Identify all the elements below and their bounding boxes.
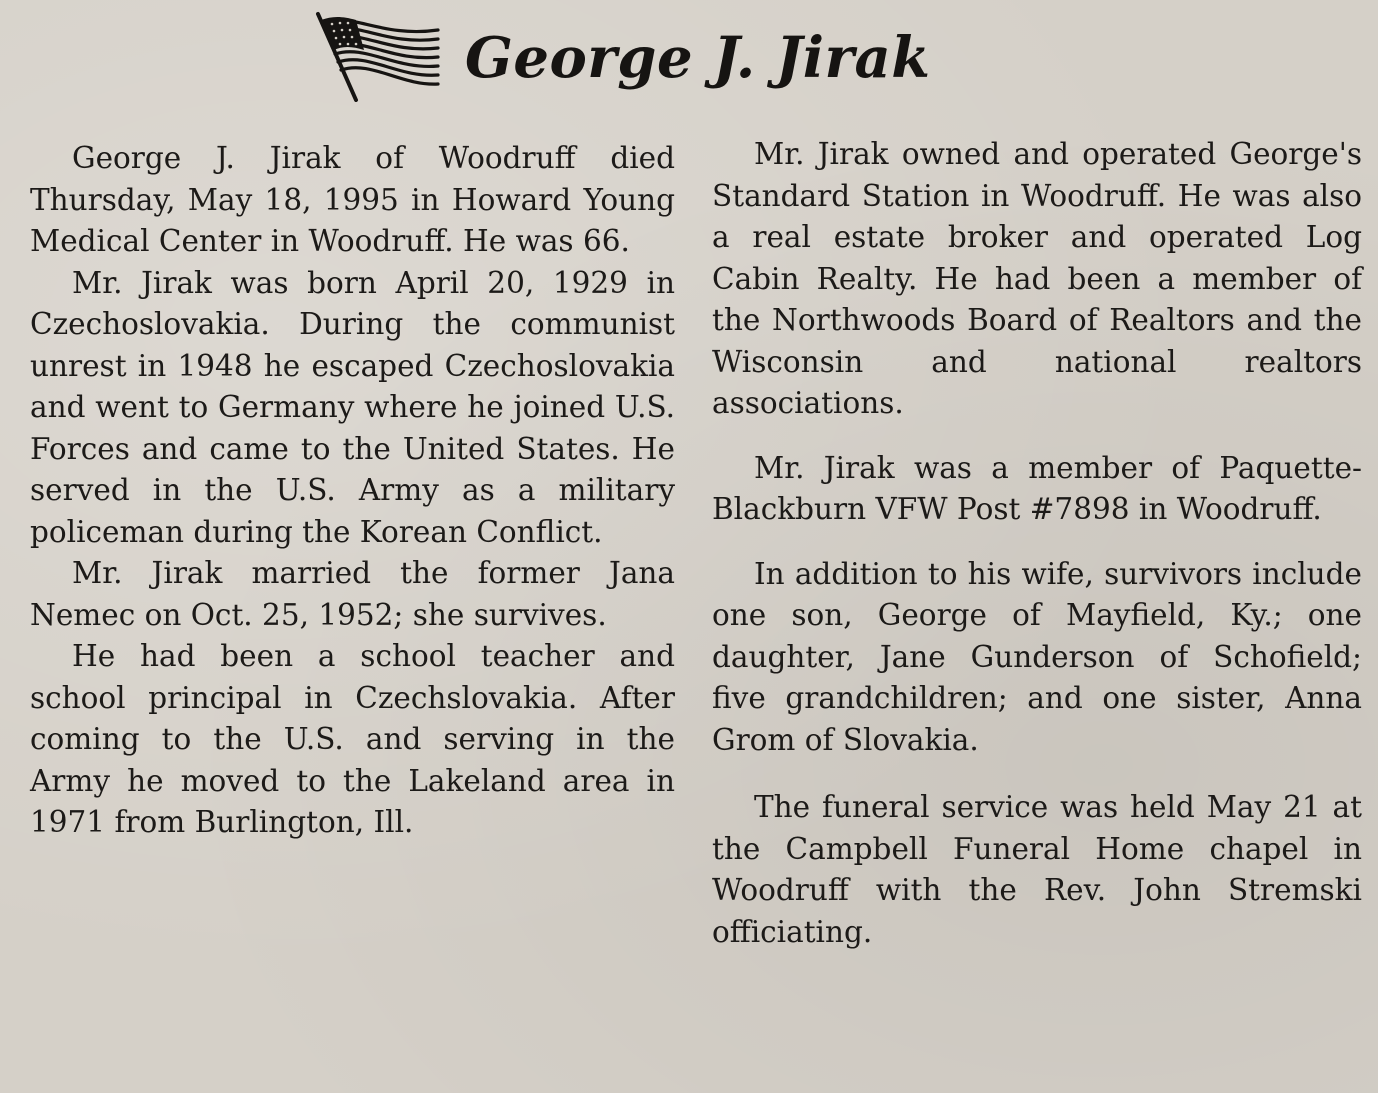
right-column <box>712 134 1362 953</box>
american-flag-icon <box>312 10 442 102</box>
paragraph-vfw: Mr. Jirak was a member of Paquette-Blackburn VFW Post #7898 in Woodruff. <box>712 450 1362 526</box>
left-column <box>30 138 675 844</box>
obituary-header <box>0 0 1378 120</box>
paragraph-career-teacher: He had been a school teacher and school principal in Czechslovakia. After coming to the U.S. and serving in the Army he moved to the Lakeland area in 1971 from Burlington, Ill. <box>30 639 675 839</box>
paragraph-funeral: The funeral service was held May 21 at the Campbell Funeral Home chapel in Woodruff with the Rev. John Stremski officiating. <box>712 790 1362 949</box>
paragraph-early-life: Mr. Jirak was born April 20, 1929 in Czechoslovakia. During the communist unrest in 1948 he escaped Czechoslovakia and went to Germany where he joined U.S. Forces and came to the United States. He served in the U.S. Army as a military policeman during the Korean Conflict. <box>30 265 675 549</box>
paragraph-business: Mr. Jirak owned and operated George's Standard Station in Woodruff. He was also a real estate broker and operated Log Cabin Realty. He had been a member of the Northwoods Board of Realtors and the Wisconsin and national realtors associations. <box>712 137 1362 420</box>
paragraph-survivors: In addition to his wife, survivors include one son, George of Mayfield, Ky.; one daughter, Jane Gunderson of Schofield; five grandchildren; and one sister, Anna Grom of Slovakia. <box>712 556 1362 757</box>
paragraph-marriage: Mr. Jirak married the former Jana Nemec on Oct. 25, 1952; she survives. <box>30 556 675 632</box>
obituary-title: George J. Jirak <box>465 25 931 91</box>
paragraph-death-notice: George J. Jirak of Woodruff died Thursday, May 18, 1995 in Howard Young Medical Center in Woodruff. He was 66. <box>30 141 675 258</box>
